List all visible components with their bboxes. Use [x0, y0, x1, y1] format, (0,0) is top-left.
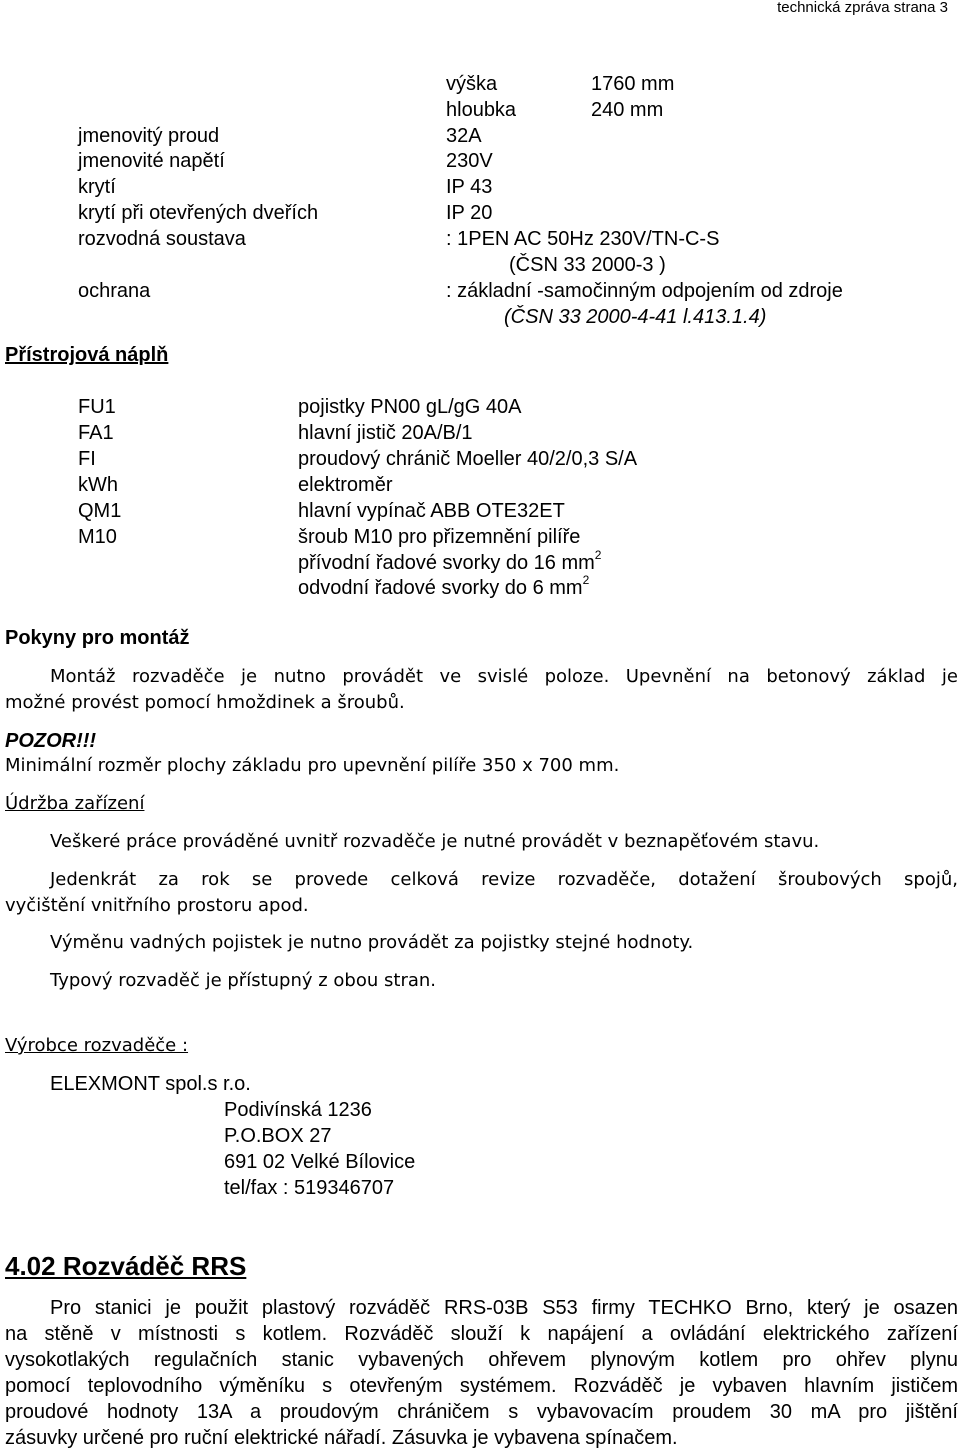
rrs-paragraph-line: pomocí teplovodního výměníku s otevřeným systémem. Rozváděč je vybaven hlavním jističem — [5, 1375, 958, 1397]
section-title-rrs: 4.02 Rozváděč RRS — [5, 1251, 247, 1281]
spec-value: 32A — [446, 125, 482, 147]
spec-value: : 1PEN AC 50Hz 230V/TN-C-S — [446, 228, 720, 250]
spec-label: krytí při otevřených dveřích — [78, 202, 319, 224]
min-size-text: Minimální rozměr plochy základu pro upevnění pilíře 350 x 700 mm. — [5, 755, 620, 776]
spec-value-standard: (ČSN 33 2000-4-41 l.413.1.4) — [504, 306, 767, 328]
equipment-desc: přívodní řadové svorky do 16 $mm^2$ — [298, 548, 602, 574]
spec-label: ochrana — [78, 280, 151, 302]
rrs-paragraph-line: proudové hodnoty 13A a proudovým chráničem s vybavovacím proudem 30 mA pro jištění — [5, 1401, 958, 1423]
manufacturer-company: ELEXMONT spol.s r.o. — [50, 1073, 251, 1095]
dimension-label: výška — [446, 73, 498, 95]
spec-label: rozvodná soustava — [78, 228, 246, 250]
equipment-code: M10 — [78, 526, 117, 548]
equipment-desc: odvodní řadové svorky do 6 $mm^2$ — [298, 573, 590, 599]
rrs-paragraph-line: na stěně v místnosti s kotlem. Rozváděč slouží k napájení a ovládání elektrického zařízení — [5, 1323, 958, 1345]
superscript: 2 — [582, 573, 590, 587]
section-title-mounting: Pokyny pro montáž — [5, 627, 190, 649]
equipment-desc: hlavní jistič 20A/B/1 — [298, 422, 473, 444]
maintenance-paragraph-line: vyčištění vnitřního prostoru apod. — [5, 895, 309, 916]
spec-value: IP 43 — [446, 176, 493, 198]
spec-label: krytí — [78, 176, 116, 198]
equipment-code: FU1 — [78, 396, 116, 418]
equipment-desc: proudový chránič Moeller 40/2/0,3 S/A — [298, 448, 638, 470]
maintenance-paragraph: Výměnu vadných pojistek je nutno provádět za pojistky stejné hodnoty. — [50, 932, 694, 953]
section-title-manufacturer: Výrobce rozvaděče : — [5, 1035, 189, 1056]
maintenance-paragraph-line: Jedenkrát za rok se provede celková revize rozvaděče, dotažení šroubových spojů, — [50, 869, 958, 890]
manufacturer-city: 691 02 Velké Bílovice — [224, 1151, 416, 1173]
manufacturer-street: Podivínská 1236 — [224, 1099, 372, 1121]
equipment-desc: elektroměr — [298, 474, 393, 496]
manufacturer-phone: tel/fax : 519346707 — [224, 1177, 395, 1199]
warning-text: POZOR!!! — [5, 730, 97, 752]
rrs-paragraph-line: zásuvky určené pro ruční elektrické nářadí. Zásuvka je vybavena spínačem. — [5, 1427, 678, 1449]
spec-label: jmenovité napětí — [78, 150, 225, 172]
rrs-paragraph-line: vysokotlakých regulačních stanic vybavených ohřevem plynovým kotlem pro ohřev plynu — [5, 1349, 958, 1371]
spec-value: IP 20 — [446, 202, 493, 224]
equipment-code: FA1 — [78, 422, 114, 444]
equipment-desc: pojistky PN00 gL/gG 40A — [298, 396, 522, 418]
spec-label: jmenovitý proud — [78, 125, 220, 147]
mounting-paragraph-line: možné provést pomocí hmoždinek a šroubů. — [5, 692, 405, 713]
equipment-code: kWh — [78, 474, 118, 496]
equipment-desc: hlavní vypínač ABB OTE32ET — [298, 500, 565, 522]
equipment-desc: šroub M10 pro přizemnění pilíře — [298, 526, 581, 548]
spec-value-standard: (ČSN 33 2000-3 ) — [509, 254, 666, 276]
mounting-paragraph-line: Montáž rozvaděče je nutno provádět ve svislé poloze. Upevnění na betonový základ je — [50, 666, 958, 687]
spec-value: : základní -samočinným odpojením od zdroje — [446, 280, 843, 302]
section-title-maintenance: Údržba zařízení — [5, 793, 145, 814]
dimension-value: 1760 mm — [591, 73, 675, 95]
dimension-value: 240 mm — [591, 99, 664, 121]
page-header: technická zpráva strana 3 — [777, 0, 948, 16]
dimension-label: hloubka — [446, 99, 517, 121]
superscript: 2 — [594, 548, 602, 562]
manufacturer-pobox: P.O.BOX 27 — [224, 1125, 332, 1147]
rrs-paragraph-line: Pro stanici je použit plastový rozváděč RRS-03B S53 firmy TECHKO Brno, který je osazen — [50, 1297, 958, 1319]
maintenance-paragraph: Veškeré práce prováděné uvnitř rozvaděče je nutné provádět v beznapěťovém stavu. — [50, 831, 820, 852]
equipment-code: QM1 — [78, 500, 122, 522]
equipment-code: FI — [78, 448, 96, 470]
maintenance-paragraph: Typový rozvaděč je přístupný z obou stran. — [50, 970, 436, 991]
spec-value: 230V — [446, 150, 493, 172]
section-title-equipment: Přístrojová náplň — [5, 344, 169, 366]
